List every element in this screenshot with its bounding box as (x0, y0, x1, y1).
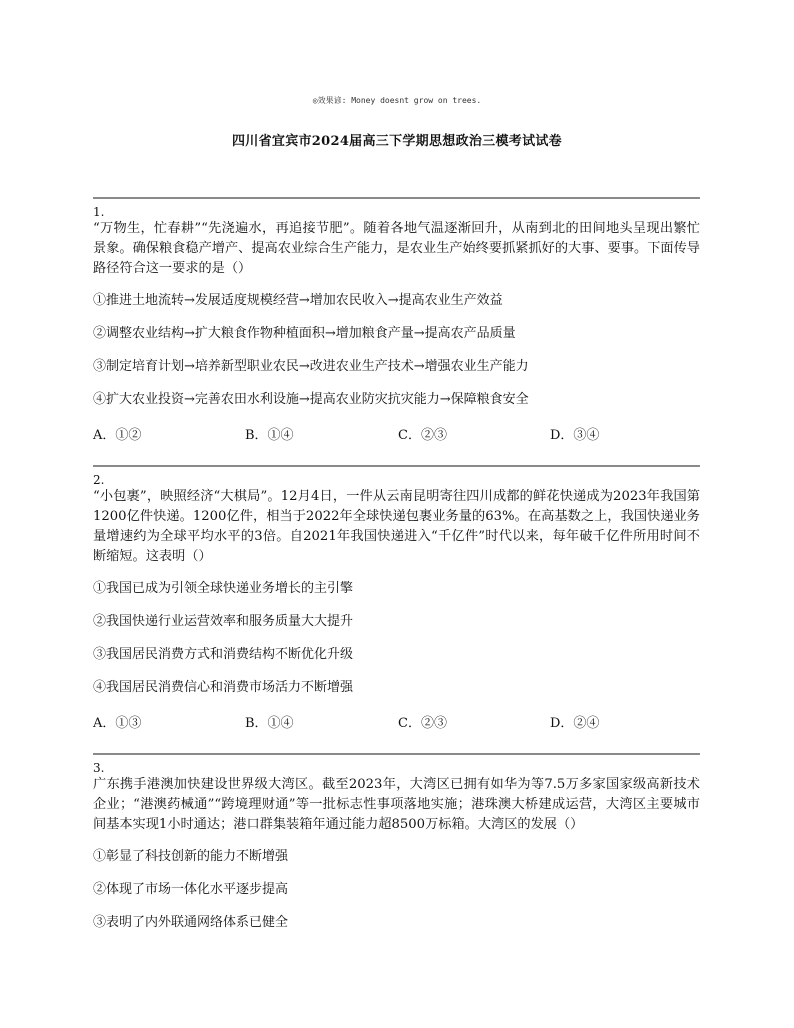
question-3 (93, 753, 700, 931)
question-divider (93, 753, 700, 755)
choice-b[interactable]: B．①④ (245, 716, 294, 731)
choice-c[interactable]: C．②③ (398, 716, 447, 731)
option-3: ③表明了内外联通网络体系已健全 (93, 915, 289, 930)
choice-c[interactable]: C．②③ (398, 428, 447, 443)
question-number: 2. (93, 473, 105, 487)
question-stem: 广东携手港澳加快建设世界级大湾区。截至2023年，大湾区已拥有如华为等7.5万多家国家级高新技术企业；“港澳药械通”“跨境理财通”等一批标志性事项落地实施；港珠澳大桥建成运营，大湾区主要城市间基本实现1小时通达；港口群集装箱年通过能力超8500万标箱。大湾区的发展（） (93, 777, 700, 832)
option-3: ③我国居民消费方式和消费结构不断优化升级 (93, 647, 354, 662)
answer-choices (93, 712, 700, 730)
question-stem: “小包裹”，映照经济“大棋局”。12月4日，一件从云南昆明寄往四川成都的鲜花快递成为2023年我国第1200亿件快递。1200亿件，相当于2022年全球快递包裹业务量的63%。在高基数之上，我国快递业务量增速约为全球平均水平的3倍。自2021年我国快递进入“千亿件”时代以来，每年破千亿件所用时间不断缩短。这表明（） (93, 489, 700, 564)
option-2: ②我国快递行业运营效率和服务质量大大提升 (93, 614, 354, 629)
question-1 (93, 197, 700, 442)
question-stem: “万物生，忙春耕”“先浇遍水，再追接节肥”。随着各地气温逐渐回升，从南到北的田间地头呈现出繁忙景象。确保粮食稳产增产、提高农业综合生产能力，是农业生产始终要抓紧抓好的大事、要事。下面传导路径符合这一要求的是（） (93, 221, 700, 276)
choice-d[interactable]: D．②④ (550, 716, 600, 731)
header-note: ◎效果谚: Money doesnt grow on trees. (312, 96, 482, 105)
option-2: ②调整农业结构→扩大粮食作物种植面积→增加粮食产量→提高农产品质量 (93, 326, 516, 341)
choice-a[interactable]: A．①③ (93, 716, 142, 731)
question-divider (93, 465, 700, 467)
question-divider (93, 197, 700, 199)
option-1: ①我国已成为引领全球快递业务增长的主引擎 (93, 581, 354, 596)
question-number: 3. (93, 761, 105, 775)
option-3: ③制定培育计划→培养新型职业农民→改进农业生产技术→增强农业生产能力 (93, 359, 529, 374)
choice-d[interactable]: D．③④ (550, 428, 600, 443)
question-2 (93, 465, 700, 730)
option-1: ①推进土地流转→发展适度规模经营→增加农民收入→提高农业生产效益 (93, 293, 503, 308)
answer-choices (93, 424, 700, 442)
option-4: ④我国居民消费信心和消费市场活力不断增强 (93, 680, 354, 695)
question-number: 1. (93, 205, 105, 219)
choice-a[interactable]: A．①② (93, 428, 142, 443)
choice-b[interactable]: B．①④ (245, 428, 294, 443)
option-1: ①彰显了科技创新的能力不断增强 (93, 849, 289, 864)
document-title: 四川省宜宾市2024届高三下学期思想政治三模考试试卷 (232, 134, 562, 149)
option-4: ④扩大农业投资→完善农田水利设施→提高农业防灾抗灾能力→保障粮食安全 (93, 392, 529, 407)
option-2: ②体现了市场一体化水平逐步提高 (93, 882, 289, 897)
